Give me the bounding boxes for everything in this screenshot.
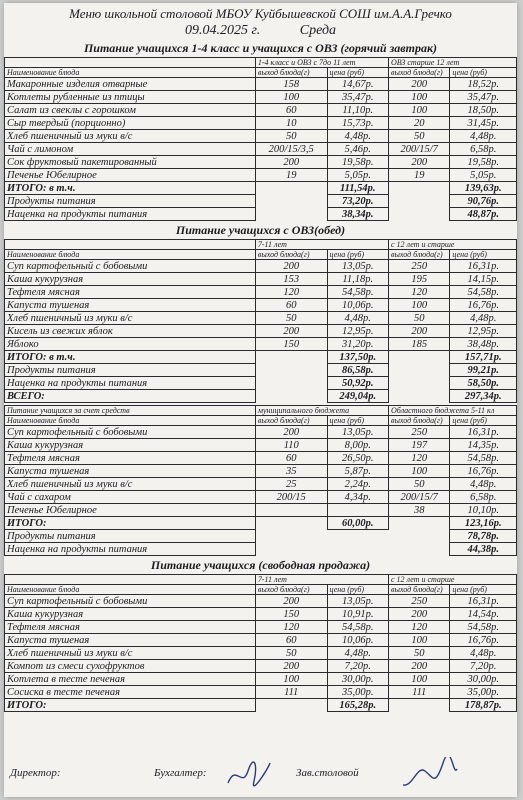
price-value: 2,24р. (327, 478, 388, 491)
column-header-price: цена (руб) (327, 585, 388, 595)
portion-value: 100 (388, 465, 449, 478)
table-row (5, 260, 517, 273)
products-value: 99,21р. (450, 364, 517, 377)
price-value: 14,67р. (327, 78, 388, 91)
price-value: 14,15р. (450, 273, 517, 286)
price-value: 18,50р. (450, 104, 517, 117)
price-value: 19,58р. (450, 156, 517, 169)
column-header-price: цена (руб) (327, 250, 388, 260)
table-row (5, 452, 517, 465)
column-header-price: цена (руб) (327, 416, 388, 426)
table-row (5, 143, 517, 156)
school-title: Меню школьной столовой МБОУ Куйбышевской СОШ им.А.А.Гречко (69, 6, 452, 21)
table-row (5, 673, 517, 686)
portion-value: 200/15/7 (388, 491, 449, 504)
price-value: 6,58р. (450, 491, 517, 504)
markup-value: 58,50р. (450, 377, 517, 390)
portion-value: 200 (255, 260, 327, 273)
portion-value: 158 (255, 78, 327, 91)
group-header: с 12 лет и старше (388, 575, 516, 585)
portion-value: 38 (388, 504, 449, 517)
column-header-name: Наименование блюда (5, 585, 256, 595)
price-value: 18,52р. (450, 78, 517, 91)
price-value: 10,06р. (327, 634, 388, 647)
dish-name: Чай с сахаром (5, 491, 256, 504)
portion-value: 50 (255, 647, 327, 660)
markup-value: 50,92р. (327, 377, 388, 390)
dish-name: Каша кукурузная (5, 439, 256, 452)
price-value: 30,00р. (327, 673, 388, 686)
grand-total-value: 297,34р. (450, 390, 517, 403)
table-row (5, 686, 517, 699)
price-value: 7,20р. (450, 660, 517, 673)
portion-value: 25 (255, 478, 327, 491)
portion-value: 19 (255, 169, 327, 182)
portion-value: 150 (255, 338, 327, 351)
menu-header (4, 7, 517, 39)
price-value: 35,00р. (450, 686, 517, 699)
dish-name: Тефтеля мясная (5, 621, 256, 634)
portion-value: 100 (388, 299, 449, 312)
section-budget-title: Питание учащихся за счет средств (5, 406, 256, 416)
products-label: Продукты питания (5, 195, 256, 208)
column-header-price: цена (руб) (450, 250, 517, 260)
portion-value: 100 (255, 673, 327, 686)
table-row (5, 130, 517, 143)
price-value: 4,48р. (327, 647, 388, 660)
table-row (5, 426, 517, 439)
dish-name: Печенье Юбелирное (5, 504, 256, 517)
portion-value: 250 (388, 260, 449, 273)
portion-value: 200 (388, 156, 449, 169)
column-header-name: Наименование блюда (5, 416, 256, 426)
column-header-out: выход блюда(г) (255, 68, 327, 78)
total-value: 178,87р. (450, 699, 517, 712)
portion-value: 20 (388, 117, 449, 130)
price-value: 38,48р. (450, 338, 517, 351)
products-value: 78,78р. (450, 530, 517, 543)
price-value: 35,47р. (327, 91, 388, 104)
dish-name: Тефтеля мясная (5, 452, 256, 465)
price-value: 16,76р. (450, 465, 517, 478)
price-value: 5,05р. (327, 169, 388, 182)
price-value: 12,95р. (327, 325, 388, 338)
dish-name: Каша кукурузная (5, 608, 256, 621)
portion-value: 200 (388, 78, 449, 91)
total-value: 139,63р. (450, 182, 517, 195)
column-header-out: выход блюда(г) (388, 68, 449, 78)
dish-name: Хлеб пшеничный из муки в/с (5, 478, 256, 491)
price-value: 13,05р. (327, 426, 388, 439)
table-row (5, 660, 517, 673)
price-value: 54,58р. (327, 286, 388, 299)
table-row (5, 621, 517, 634)
portion-value: 200 (255, 595, 327, 608)
section-breakfast-title: Питание учащихся 1-4 класс и учащихся с ОВЗ (горячий завтрак) (83, 41, 438, 56)
dish-name: Салат из свеклы с горошком (5, 104, 256, 117)
price-value: 54,58р. (450, 621, 517, 634)
portion-value: 100 (388, 673, 449, 686)
canteen-signature (399, 757, 459, 793)
column-header-price: цена (руб) (450, 68, 517, 78)
signature-line (4, 761, 517, 793)
dish-name: Хлеб пшеничный из муки в/с (5, 312, 256, 325)
markup-label: Наценка на продукты питания (5, 543, 256, 556)
markup-value: 44,38р. (450, 543, 517, 556)
section-free-sale-title: Питание учащихся (свободная продажа) (150, 558, 371, 573)
dish-name: Тефтеля мясная (5, 286, 256, 299)
header-cell (5, 58, 256, 68)
menu-weekday: Среда (299, 22, 337, 38)
price-value: 4,48р. (327, 130, 388, 143)
portion-value: 200/15/3,5 (255, 143, 327, 156)
total-label: ИТОГО: (5, 699, 256, 712)
total-value: 60,00р. (327, 517, 388, 530)
price-value: 4,48р. (450, 478, 517, 491)
column-header-name: Наименование блюда (5, 68, 256, 78)
table-row (5, 478, 517, 491)
price-value: 4,48р. (327, 312, 388, 325)
dish-name: Капуста тушеная (5, 299, 256, 312)
price-value: 5,05р. (450, 169, 517, 182)
total-label: ИТОГО: в т.ч. (5, 351, 256, 364)
price-value: 6,58р. (450, 143, 517, 156)
column-header-out: выход блюда(г) (255, 250, 327, 260)
portion-value: 120 (388, 452, 449, 465)
portion-value: 200 (388, 660, 449, 673)
dish-name: Сосиска в тесте печеная (5, 686, 256, 699)
portion-value: 50 (388, 647, 449, 660)
total-value: 123,16р. (450, 517, 517, 530)
portion-value: 200/15 (255, 491, 327, 504)
price-value: 35,00р. (327, 686, 388, 699)
table-row (5, 439, 517, 452)
grand-total-label: ВСЕГО: (5, 390, 256, 403)
products-value: 86,58р. (327, 364, 388, 377)
portion-value: 100 (388, 634, 449, 647)
markup-label: Наценка на продукты питания (5, 377, 256, 390)
group-header: 1-4 класс и ОВЗ с 7до 11 лет (255, 58, 388, 68)
portion-value: 100 (255, 91, 327, 104)
products-label: Продукты питания (5, 364, 256, 377)
table-row (5, 647, 517, 660)
header-cell (5, 240, 256, 250)
dish-name: Суп картофельный с бобовыми (5, 595, 256, 608)
price-value: 16,31р. (450, 426, 517, 439)
portion-value: 200 (255, 156, 327, 169)
table-row (5, 608, 517, 621)
group-header: с 12 лет и старше (388, 240, 516, 250)
price-value: 19,58р. (327, 156, 388, 169)
price-value: 30,00р. (450, 673, 517, 686)
dish-name: Кисель из свежих яблок (5, 325, 256, 338)
dish-name: Яблоко (5, 338, 256, 351)
products-value: 73,20р. (327, 195, 388, 208)
dish-name: Каша кукурузная (5, 273, 256, 286)
budget-table (4, 405, 517, 556)
total-label: ИТОГО: (5, 517, 256, 530)
group-header: 7-11 лет (255, 575, 388, 585)
group-header: муниципального бюджета (255, 406, 388, 416)
portion-value: 60 (255, 104, 327, 117)
portion-value: 60 (255, 299, 327, 312)
column-header-out: выход блюда(г) (255, 585, 327, 595)
dish-name: Котлета в тесте печеная (5, 673, 256, 686)
table-row (5, 273, 517, 286)
price-value: 10,91р. (327, 608, 388, 621)
menu-sheet (4, 3, 517, 797)
portion-value: 250 (388, 426, 449, 439)
portion-value: 150 (255, 608, 327, 621)
date-line (4, 23, 517, 39)
price-value: 13,05р. (327, 595, 388, 608)
price-value: 16,31р. (450, 260, 517, 273)
portion-value (255, 504, 327, 517)
portion-value: 100 (388, 91, 449, 104)
portion-value: 185 (388, 338, 449, 351)
portion-value: 110 (255, 439, 327, 452)
portion-value: 200 (255, 426, 327, 439)
price-value: 4,34р. (327, 491, 388, 504)
column-header-name: Наименование блюда (5, 250, 256, 260)
products-label: Продукты питания (5, 530, 256, 543)
group-header: 7-11 лет (255, 240, 388, 250)
portion-value: 200/15/7 (388, 143, 449, 156)
dish-name: Суп картофельный с бобовыми (5, 426, 256, 439)
table-row (5, 634, 517, 647)
portion-value: 50 (388, 312, 449, 325)
portion-value: 50 (388, 130, 449, 143)
price-value: 54,58р. (327, 621, 388, 634)
column-header-price: цена (руб) (327, 68, 388, 78)
table-row (5, 78, 517, 91)
price-value: 35,47р. (450, 91, 517, 104)
header-cell (5, 575, 256, 585)
group-header: Областного бюджета 5-11 кл (388, 406, 516, 416)
products-value: 90,76р. (450, 195, 517, 208)
portion-value: 60 (255, 634, 327, 647)
portion-value: 50 (255, 130, 327, 143)
portion-value: 111 (388, 686, 449, 699)
price-value: 7,20р. (327, 660, 388, 673)
column-header-out: выход блюда(г) (388, 416, 449, 426)
price-value: 13,05р. (327, 260, 388, 273)
price-value: 54,58р. (450, 452, 517, 465)
portion-value: 60 (255, 452, 327, 465)
column-header-out: выход блюда(г) (388, 250, 449, 260)
portion-value: 35 (255, 465, 327, 478)
lunch-table (4, 239, 517, 403)
column-header-out: выход блюда(г) (388, 585, 449, 595)
price-value: 4,48р. (450, 130, 517, 143)
dish-name: Хлеб пшеничный из муки в/с (5, 130, 256, 143)
price-value: 11,10р. (327, 104, 388, 117)
dish-name: Макаронные изделия отварные (5, 78, 256, 91)
portion-value: 197 (388, 439, 449, 452)
total-value: 165,28р. (327, 699, 388, 712)
portion-value: 111 (255, 686, 327, 699)
table-row (5, 104, 517, 117)
menu-date: 09.04.2025 г. (184, 22, 261, 38)
dish-name: Сыр твердый (порционно) (5, 117, 256, 130)
price-value: 31,20р. (327, 338, 388, 351)
price-value: 54,58р. (450, 286, 517, 299)
dish-name: Сок фруктовый пакетированный (5, 156, 256, 169)
dish-name: Капуста тушеная (5, 465, 256, 478)
table-row (5, 299, 517, 312)
column-header-price: цена (руб) (450, 585, 517, 595)
table-row (5, 338, 517, 351)
accountant-signature (224, 759, 274, 791)
price-value: 14,35р. (450, 439, 517, 452)
portion-value: 250 (388, 595, 449, 608)
table-row (5, 312, 517, 325)
price-value: 16,76р. (450, 299, 517, 312)
price-value: 15,73р. (327, 117, 388, 130)
portion-value: 10 (255, 117, 327, 130)
price-value: 26,50р. (327, 452, 388, 465)
price-value: 16,76р. (450, 634, 517, 647)
grand-total-value: 249,04р. (327, 390, 388, 403)
column-header-price: цена (руб) (450, 416, 517, 426)
table-row (5, 169, 517, 182)
dish-name: Печенье Юбелирное (5, 169, 256, 182)
portion-value: 153 (255, 273, 327, 286)
portion-value: 120 (255, 286, 327, 299)
portion-value: 200 (255, 325, 327, 338)
total-value: 157,71р. (450, 351, 517, 364)
price-value: 10,10р. (450, 504, 517, 517)
table-row (5, 117, 517, 130)
markup-label: Наценка на продукты питания (5, 208, 256, 221)
markup-value: 38,34р. (327, 208, 388, 221)
portion-value: 100 (388, 104, 449, 117)
table-row (5, 325, 517, 338)
portion-value: 195 (388, 273, 449, 286)
table-row (5, 91, 517, 104)
portion-value: 200 (388, 325, 449, 338)
portion-value: 120 (255, 621, 327, 634)
price-value: 31,45р. (450, 117, 517, 130)
price-value: 4,48р. (450, 647, 517, 660)
portion-value: 19 (388, 169, 449, 182)
markup-value: 48,87р. (450, 208, 517, 221)
column-header-out: выход блюда(г) (255, 416, 327, 426)
price-value (327, 504, 388, 517)
group-header: ОВЗ старше 12 лет (388, 58, 516, 68)
table-row (5, 156, 517, 169)
price-value: 4,48р. (450, 312, 517, 325)
portion-value: 120 (388, 286, 449, 299)
price-value: 14,54р. (450, 608, 517, 621)
price-value: 5,46р. (327, 143, 388, 156)
portion-value: 200 (255, 660, 327, 673)
portion-value: 200 (388, 608, 449, 621)
price-value: 16,31р. (450, 595, 517, 608)
table-row (5, 595, 517, 608)
canteen-label: Зав.столовой (296, 767, 359, 779)
table-row (5, 465, 517, 478)
table-row (5, 286, 517, 299)
dish-name: Суп картофельный с бобовыми (5, 260, 256, 273)
table-row (5, 491, 517, 504)
free-sale-table (4, 574, 517, 712)
director-label: Директор: (10, 767, 61, 779)
total-value: 111,54р. (327, 182, 388, 195)
portion-value: 50 (255, 312, 327, 325)
breakfast-table (4, 57, 517, 221)
total-label: ИТОГО: в т.ч. (5, 182, 256, 195)
accountant-label: Бухгалтер: (154, 767, 207, 779)
section-lunch-title: Питание учащихся с ОВЗ(обед) (175, 223, 346, 238)
dish-name: Хлеб пшеничный из муки в/с (5, 647, 256, 660)
portion-value: 50 (388, 478, 449, 491)
dish-name: Чай с лимоном (5, 143, 256, 156)
price-value: 12,95р. (450, 325, 517, 338)
price-value: 8,00р. (327, 439, 388, 452)
table-row (5, 504, 517, 517)
portion-value: 120 (388, 621, 449, 634)
total-value: 137,50р. (327, 351, 388, 364)
dish-name: Котлеты рубленные из птицы (5, 91, 256, 104)
price-value: 11,18р. (327, 273, 388, 286)
dish-name: Компот из смеси сухофруктов (5, 660, 256, 673)
price-value: 10,06р. (327, 299, 388, 312)
price-value: 5,87р. (327, 465, 388, 478)
dish-name: Капуста тушеная (5, 634, 256, 647)
